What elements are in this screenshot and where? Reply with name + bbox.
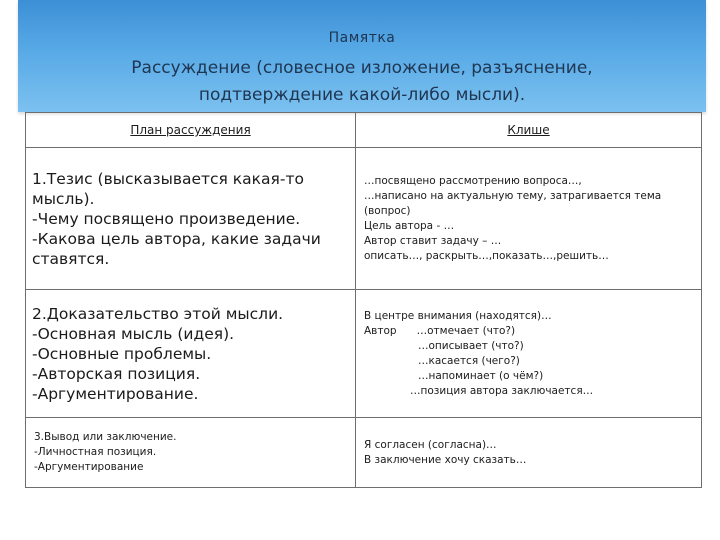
cliche-line: Я согласен (согласна)…: [364, 438, 497, 451]
slide: [18, 0, 706, 540]
table-row: [26, 418, 702, 488]
cliche-line: …написано на актуальную тему, затрагивается тема (вопрос): [364, 189, 662, 217]
plan-line: -Основные проблемы.: [32, 344, 212, 363]
cliche-line: В центре внимания (находятся)…: [364, 309, 552, 322]
table-header-row: [26, 113, 702, 148]
header-banner: [18, 0, 706, 112]
table-row: [26, 290, 702, 418]
plan-cell: [26, 418, 356, 488]
column-header-cliche: Клише: [356, 113, 702, 148]
plan-line: 1.Тезис (высказывается какая-то мысль).: [32, 169, 304, 208]
plan-line: -Чему посвящено произведение.: [32, 209, 301, 228]
cliche-line: В заключение хочу сказать…: [364, 453, 527, 466]
column-header-plan: План рассуждения: [26, 113, 356, 148]
plan-cell: [26, 290, 356, 418]
plan-line: 2.Доказательство этой мысли.: [32, 304, 284, 323]
memo-subtitle: Рассуждение (словесное изложение, разъяснение, подтверждение какой-либо мысли).: [131, 58, 593, 105]
cliche-cell: [356, 418, 702, 488]
plan-line: -Личностная позиция.: [34, 446, 157, 458]
memo-title: Памятка: [328, 30, 396, 46]
cliche-line: …позиция автора заключается…: [410, 384, 594, 397]
table-row: [26, 148, 702, 290]
plan-line: -Аргументирование.: [32, 384, 199, 403]
plan-line: -Авторская позиция.: [32, 364, 201, 383]
cliche-cell: [356, 148, 702, 290]
cliche-cell: [356, 290, 702, 418]
cliche-line: Автор ставит задачу – …: [364, 234, 502, 247]
cliche-line: …напоминает (о чём?): [418, 369, 544, 382]
memo-table: [25, 112, 702, 488]
cliche-line: Цель автора - …: [364, 219, 455, 232]
cliche-line: описать…, раскрыть…,показать…,решить…: [364, 249, 609, 262]
plan-cell: [26, 148, 356, 290]
plan-line: -Основная мысль (идея).: [32, 324, 235, 343]
cliche-line: Автор …отмечает (что?): [364, 324, 516, 337]
plan-line: -Какова цель автора, какие задачи ставятся.: [32, 229, 321, 268]
plan-line: 3.Вывод или заключение.: [34, 431, 177, 443]
plan-line: -Аргументирование: [34, 461, 144, 473]
cliche-line: …описывает (что?): [418, 339, 524, 352]
cliche-line: …посвящено рассмотрению вопроса…,: [364, 174, 582, 187]
cliche-line: …касается (чего?): [418, 354, 520, 367]
